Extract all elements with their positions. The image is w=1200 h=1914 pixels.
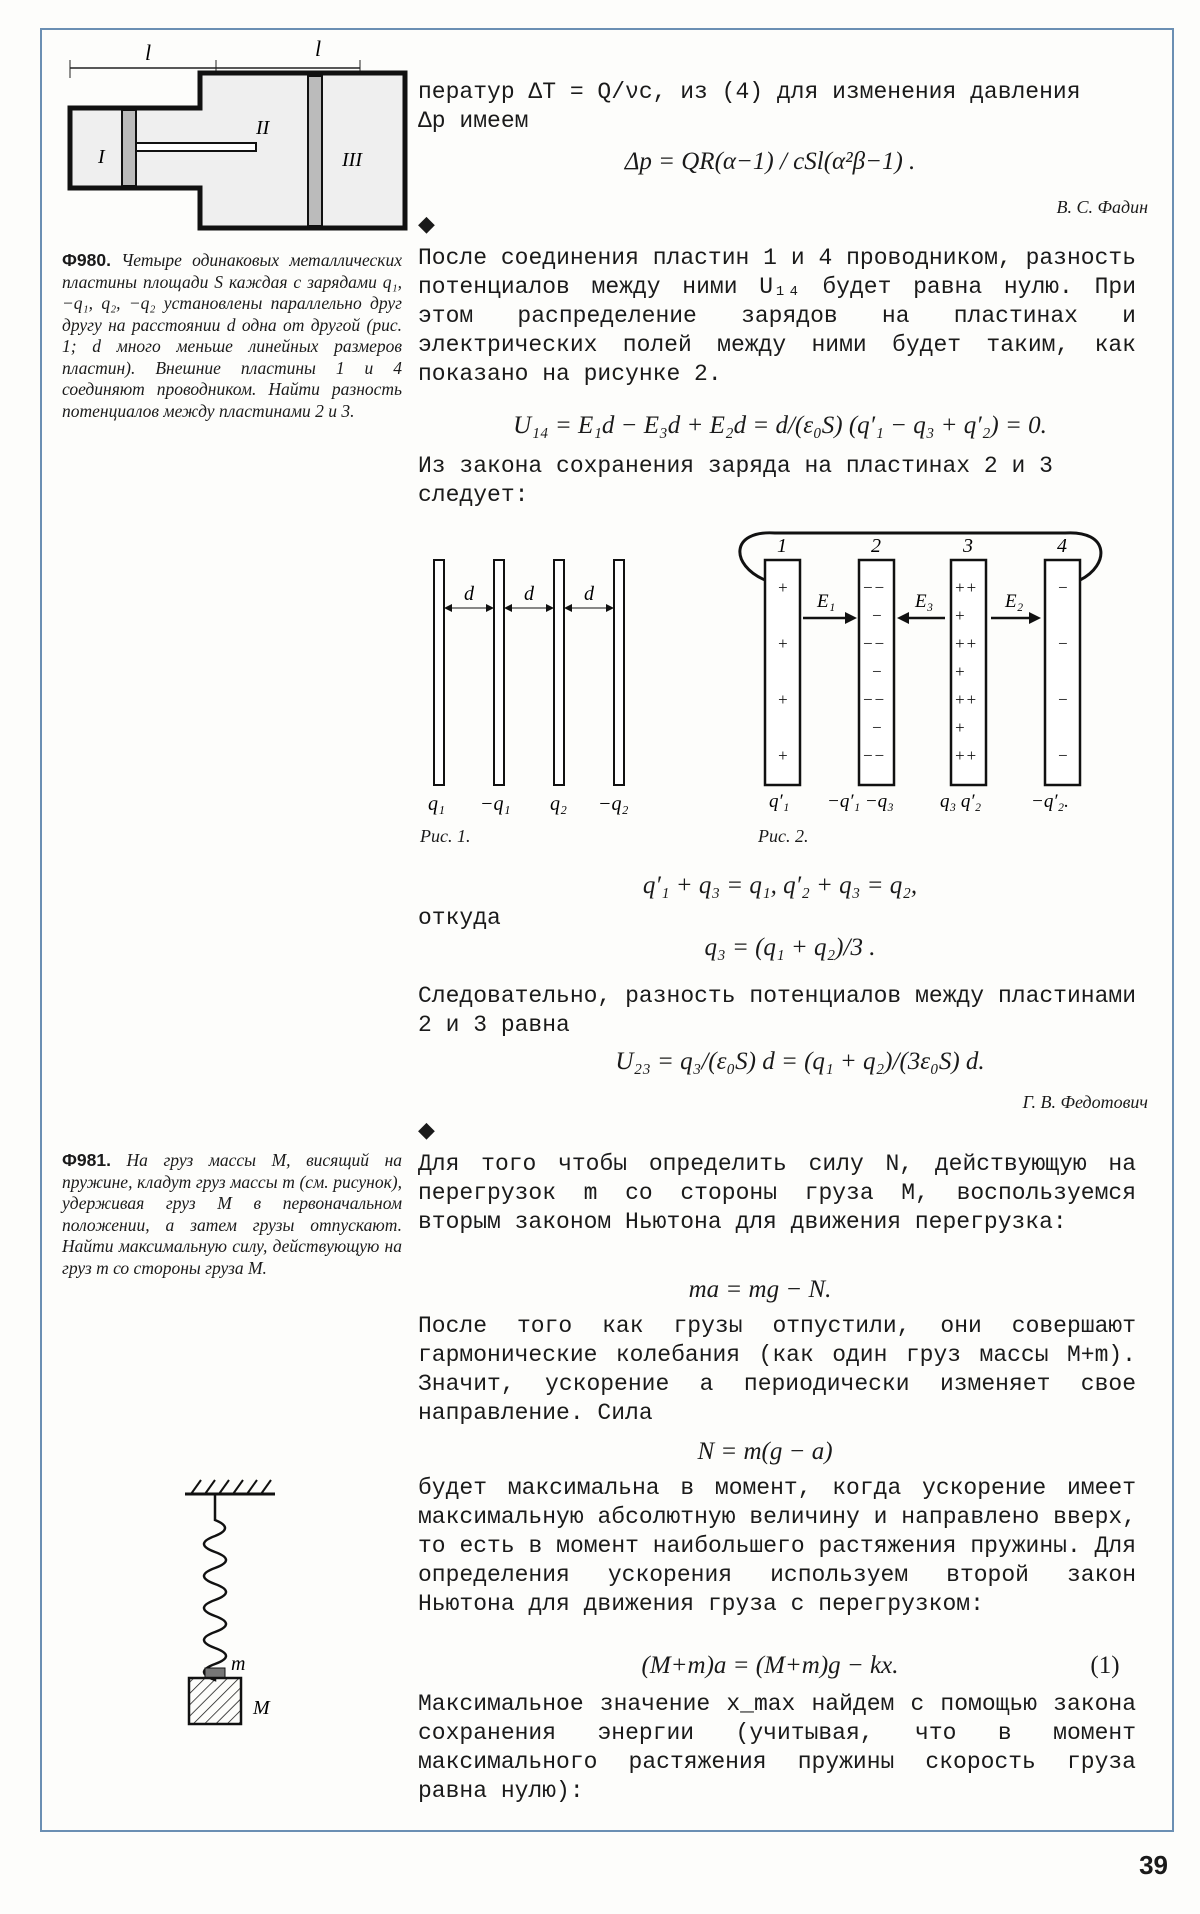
problem-980-label: Ф980. bbox=[62, 250, 111, 270]
signature-fadin: В. С. Фадин bbox=[1056, 197, 1148, 217]
svg-text:−: − bbox=[871, 718, 883, 737]
charge2-label-4: −q′₂. bbox=[1031, 791, 1069, 812]
solution-981-eq1: ma = mg − N. bbox=[688, 1276, 832, 1303]
gap-d-1: d bbox=[464, 583, 474, 605]
plate-num-2: 2 bbox=[871, 535, 881, 557]
figure-2-charges bbox=[735, 525, 1115, 825]
charge2-label-1: q′₁ bbox=[769, 791, 790, 812]
problem-980 bbox=[62, 250, 402, 422]
mass-M-label: M bbox=[253, 1697, 270, 1719]
svg-text:+: + bbox=[777, 746, 789, 765]
plate-num-1: 1 bbox=[777, 535, 787, 557]
solution-980-eq1: U₁₄ = E₁d − E₃d + E₂d = d/(ε₀S) (q′₁ − q₃ + q′₂) = 0. bbox=[513, 412, 1047, 439]
solution-980-eq3: q₃ = (q₁ + q₂)/3 . bbox=[704, 934, 876, 961]
region-label-1: I bbox=[98, 146, 105, 168]
svg-text:−−: −− bbox=[862, 690, 885, 709]
mass-m-label: m bbox=[231, 1653, 246, 1675]
solution-980-para3: откуда bbox=[418, 905, 501, 931]
svg-text:−−: −− bbox=[862, 578, 885, 597]
spring-figure bbox=[175, 1470, 315, 1760]
field-E3: E₃ bbox=[915, 591, 934, 612]
svg-text:+: + bbox=[954, 718, 966, 737]
top-text bbox=[418, 78, 1136, 136]
top-equation: Δp = QR(α−1) / cSl(α²β−1) . bbox=[624, 148, 916, 175]
solution-981-para2: После того как грузы отпустили, они совершают гармонические колебания (как один груз массы M+m). Значит, ускорение a периодически изменяет свое направление. Сила bbox=[418, 1313, 1136, 1426]
gap-d-2: d bbox=[524, 583, 534, 605]
problem-981 bbox=[62, 1150, 402, 1279]
plate-num-3: 3 bbox=[963, 535, 973, 557]
solution-981-para3: будет максимальна в момент, когда ускорение имеет максимальную абсолютную величину и направлено вверх, то есть в момент наибольшего растяжения пружины. Для определения ускорения используем второй закон Ньютона для движения груза с перегрузком: bbox=[418, 1475, 1136, 1617]
svg-text:+: + bbox=[954, 606, 966, 625]
solution-980-para4: Следовательно, разность потенциалов между пластинами 2 и 3 равна bbox=[418, 983, 1136, 1038]
charge2-label-3: q₃ q′₂ bbox=[940, 791, 982, 812]
svg-text:+: + bbox=[777, 634, 789, 653]
plate-num-4: 4 bbox=[1057, 535, 1067, 557]
length-label-1: l bbox=[145, 40, 152, 65]
svg-text:−: − bbox=[1057, 690, 1069, 709]
length-label-2: l bbox=[315, 38, 322, 61]
svg-text:−: − bbox=[1057, 578, 1069, 597]
figure-2-caption: Рис. 2. bbox=[758, 826, 809, 846]
solution-981-para1: Для того чтобы определить силу N, действующую на перегрузок m со стороны груза M, воспользуемся вторым законом Ньютона для движения перегрузка: bbox=[418, 1151, 1136, 1235]
field-E1: E₁ bbox=[817, 591, 836, 612]
figure-1-plates bbox=[410, 548, 660, 848]
svg-text:−: − bbox=[871, 606, 883, 625]
top-line2: Δp имеем bbox=[418, 108, 529, 134]
charge-label-3: q₂ bbox=[550, 793, 567, 815]
solution-981-para4: Максимальное значение x_max найдем с помощью закона сохранения энергии (учитывая, что в момент максимального растяжения пружины скорость груза равна нулю): bbox=[418, 1691, 1136, 1804]
top-line1: ператур ΔT = Q/νc, из (4) для изменения давления bbox=[418, 79, 1081, 105]
page-number: 39 bbox=[1139, 1850, 1168, 1880]
solution-981-eq3: (M+m)a = (M+m)g − kx. bbox=[641, 1652, 899, 1679]
solution-981-eq3-num: (1) bbox=[1090, 1652, 1120, 1679]
problem-980-text: Четыре одинаковых металлических пластины площади S каждая с зарядами q₁, −q₁, q₂, −q₂ установлены параллельно друг другу на расстоянии d одна от другой (рис. 1; d много меньше линейных размеров пластин). Внешние пластины 1 и 4 соединяют проводником. Найти разность потенциалов между пластинами 2 и 3. bbox=[62, 250, 403, 421]
solution-980-eq2: q′₁ + q₃ = q₁, q′₂ + q₃ = q₂, bbox=[642, 872, 918, 899]
svg-text:+: + bbox=[954, 662, 966, 681]
svg-text:+: + bbox=[777, 578, 789, 597]
region-label-3: III bbox=[342, 149, 362, 171]
svg-text:++: ++ bbox=[954, 578, 977, 597]
piston-figure bbox=[60, 38, 410, 243]
charge-label-2: −q₁ bbox=[480, 793, 511, 815]
gap-d-3: d bbox=[584, 583, 594, 605]
svg-text:++: ++ bbox=[954, 746, 977, 765]
svg-text:+: + bbox=[777, 690, 789, 709]
svg-text:−: − bbox=[1057, 634, 1069, 653]
charge-label-1: q₁ bbox=[428, 793, 445, 815]
svg-text:++: ++ bbox=[954, 634, 977, 653]
svg-text:++: ++ bbox=[954, 690, 977, 709]
problem-981-label: Ф981. bbox=[62, 1150, 111, 1170]
solution-980-para2: Из закона сохранения заряда на пластинах 2 и 3 следует: bbox=[418, 453, 1053, 508]
svg-text:−−: −− bbox=[862, 746, 885, 765]
region-label-2: II bbox=[256, 117, 270, 139]
svg-text:−: − bbox=[871, 662, 883, 681]
solution-981-eq2: N = m(g − a) bbox=[697, 1438, 833, 1465]
problem-981-text: На груз массы M, висящий на пружине, кладут груз массы m (см. рисунок), удерживая груз M в первоначальном положении, а затем грузы отпускают. Найти максимальную силу, действующую на груз m со стороны груза M. bbox=[62, 1150, 403, 1278]
solution-980-para1: После соединения пластин 1 и 4 проводником, разность потенциалов между ними U₁₄ будет равна нулю. При этом распределение зарядов на пластинах и электрических полей между ними будет таким, как показано на рисунке 2. bbox=[418, 245, 1136, 387]
field-E2: E₂ bbox=[1005, 591, 1024, 612]
svg-text:−: − bbox=[1057, 746, 1069, 765]
figure-1-caption: Рис. 1. bbox=[420, 826, 471, 846]
solution-980-eq4: U₂₃ = q₃/(ε₀S) d = (q₁ + q₂)/(3ε₀S) d. bbox=[615, 1048, 985, 1075]
diamond-981: ◆ bbox=[418, 1118, 435, 1143]
charge2-label-2: −q′₁ −q₃ bbox=[827, 791, 894, 812]
diamond-980: ◆ bbox=[418, 212, 435, 237]
charge-label-4: −q₂ bbox=[598, 793, 629, 815]
svg-text:−−: −− bbox=[862, 634, 885, 653]
signature-fedotovich: Г. В. Федотович bbox=[1022, 1092, 1148, 1112]
